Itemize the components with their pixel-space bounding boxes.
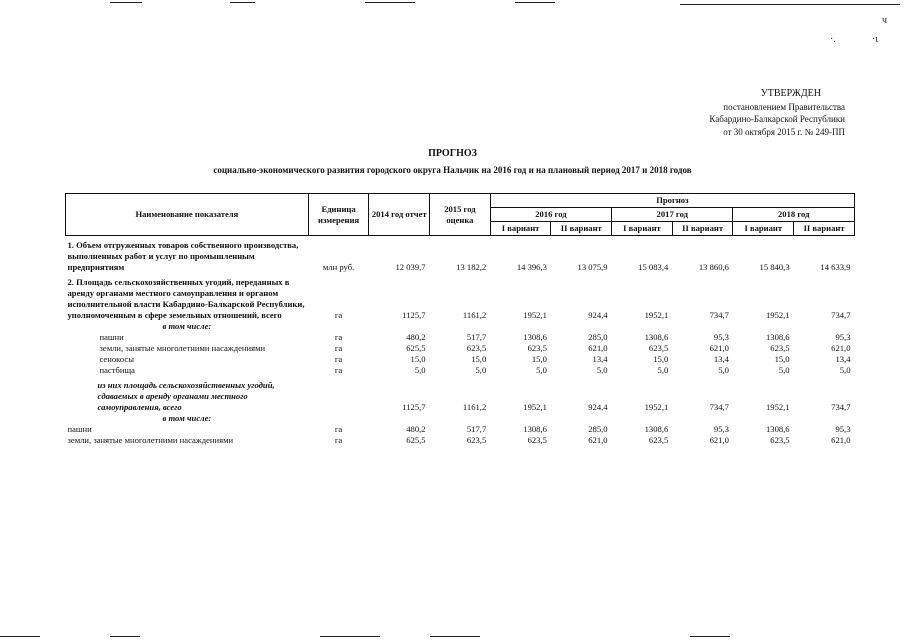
value-2016-v1: 1952,1	[523, 310, 547, 320]
value-2017-v1: 623,5	[648, 435, 669, 445]
row-label: в том числе:	[162, 413, 212, 423]
row-label: земли, занятые многолетними насаждениями	[67, 435, 234, 445]
scan-line-bottom-1	[0, 636, 40, 637]
scan-line-top-3	[365, 2, 415, 3]
header-year-2016: 2016 год	[490, 208, 611, 222]
value-2014: 1125,7	[402, 402, 426, 412]
row-label: 2. Площадь сельскохозяйственных угодий, переданных в аренду органами местного самоуправления и органом исполнительной власти Кабардино-Балкарской Республики, уполномоченным в сфере земельных отношений, всего	[67, 277, 305, 320]
value-2016-v1: 1952,1	[523, 402, 547, 412]
value-2014: 625,5	[406, 343, 426, 353]
row-unit: га	[334, 435, 343, 445]
value-2017-v1: 1308,6	[644, 332, 669, 342]
value-2016-v2: 13 075,9	[577, 262, 608, 272]
page-mark-c: ·ι	[872, 34, 879, 45]
value-2018-v2: 95,3	[835, 424, 851, 434]
value-2017-v2: 95,3	[713, 332, 729, 342]
scan-line-bottom-4	[430, 636, 480, 637]
approval-block	[620, 88, 845, 138]
table-row	[66, 435, 855, 446]
header-2018-variant-2: II вариант	[794, 222, 855, 236]
table-row	[66, 277, 855, 321]
value-2015: 15,0	[471, 354, 487, 364]
value-2014: 15,0	[410, 354, 426, 364]
header-2017-variant-2: II вариант	[672, 222, 733, 236]
row-label: пашни	[67, 424, 92, 434]
header-2014: 2014 год отчет	[369, 194, 430, 236]
value-2016-v2: 285,0	[588, 424, 608, 434]
table-row	[66, 365, 855, 376]
value-2018-v2: 734,7	[831, 310, 851, 320]
value-2015: 517,7	[466, 332, 487, 342]
value-2016-v1: 623,5	[527, 343, 547, 353]
empty-cells	[308, 321, 854, 332]
table-row	[66, 343, 855, 354]
value-2015: 5,0	[475, 365, 487, 375]
header-2015: 2015 год оценка	[430, 194, 491, 236]
scan-line-top-5	[680, 4, 900, 5]
value-2018-v1: 1308,6	[765, 332, 790, 342]
value-2015: 517,7	[466, 424, 487, 434]
scan-line-top-4	[515, 2, 555, 3]
row-label: пастбища	[99, 365, 135, 375]
row-label: пашни	[99, 332, 124, 342]
header-2017-variant-1: I вариант	[612, 222, 673, 236]
row-label: из них площадь сельскохозяйственных угодий, сдаваемых в аренду органами местного самоуправления, всего	[97, 380, 275, 412]
value-2015: 1161,2	[462, 310, 487, 320]
value-2016-v1: 14 396,3	[516, 262, 547, 272]
header-indicator: Наименование показателя	[66, 194, 309, 236]
row-unit: га	[334, 424, 343, 434]
value-2018-v1: 623,5	[770, 343, 790, 353]
approval-line-3: от 30 октября 2015 г. № 249-ПП	[723, 126, 845, 137]
approval-line-1: постановлением Правительства	[723, 101, 845, 112]
header-unit: Единица измерения	[308, 194, 369, 236]
row-unit: млн руб.	[322, 262, 355, 272]
value-2016-v1: 15,0	[531, 354, 547, 364]
value-2017-v2: 621,0	[709, 343, 729, 353]
value-2016-v1: 1308,6	[523, 332, 547, 342]
row-unit: га	[334, 354, 343, 364]
value-2016-v1: 5,0	[536, 365, 547, 375]
value-2018-v1: 1952,1	[765, 310, 790, 320]
value-2015: 623,5	[466, 435, 487, 445]
page-mark-b: ·.	[830, 34, 836, 45]
value-2018-v2: 13,4	[835, 354, 851, 364]
row-label: 1. Объем отгруженных товаров собственного производства, выполненных работ и услуг по промышленным предприятиям	[67, 240, 299, 272]
value-2016-v2: 13,4	[592, 354, 608, 364]
header-2016-variant-2: II вариант	[551, 222, 612, 236]
value-2018-v2: 621,0	[831, 435, 851, 445]
empty-cells	[308, 413, 854, 424]
scan-line-top-1	[110, 2, 142, 3]
value-2018-v1: 623,5	[770, 435, 790, 445]
scan-line-bottom-2	[110, 636, 140, 637]
value-2018-v1: 15 840,3	[759, 262, 790, 272]
document-subtitle: социально-экономического развития городского округа Нальчик на 2016 год и на плановый период 2017 и 2018 годов	[213, 165, 692, 175]
value-2018-v2: 95,3	[835, 332, 851, 342]
page-mark-a: ч	[882, 15, 888, 26]
table-row	[66, 424, 855, 435]
forecast-table	[65, 193, 855, 446]
table-row	[66, 354, 855, 365]
value-2014: 1125,7	[402, 310, 426, 320]
value-2015: 1161,2	[462, 402, 487, 412]
header-year-2017: 2017 год	[612, 208, 733, 222]
row-unit	[308, 380, 369, 413]
value-2017-v2: 95,3	[713, 424, 729, 434]
value-2017-v2: 734,7	[709, 310, 729, 320]
value-2018-v1: 5,0	[778, 365, 790, 375]
header-2016-variant-1: I вариант	[490, 222, 551, 236]
document-title: ПРОГНОЗ	[428, 148, 477, 159]
value-2017-v1: 1952,1	[644, 402, 669, 412]
value-2018-v2: 734,7	[831, 402, 851, 412]
value-2014: 5,0	[414, 365, 426, 375]
value-2014: 625,5	[406, 435, 426, 445]
value-2017-v2: 734,7	[709, 402, 729, 412]
table-row	[66, 321, 855, 332]
approval-line-2: Кабардино-Балкарской Республики	[709, 114, 845, 124]
value-2018-v2: 621,0	[831, 343, 851, 353]
header-year-2018: 2018 год	[733, 208, 855, 222]
table-row	[66, 380, 855, 413]
approval-heading: УТВЕРЖДЕН	[760, 88, 821, 99]
row-unit: га	[334, 365, 343, 375]
value-2018-v1: 1308,6	[765, 424, 790, 434]
table-row	[66, 240, 855, 273]
value-2017-v2: 13,4	[713, 354, 729, 364]
value-2016-v1: 1308,6	[523, 424, 547, 434]
value-2017-v2: 621,0	[709, 435, 729, 445]
value-2016-v2: 285,0	[588, 332, 608, 342]
row-label: в том числе:	[162, 321, 212, 331]
value-2016-v2: 924,4	[588, 402, 608, 412]
value-2018-v1: 1952,1	[765, 402, 790, 412]
value-2016-v2: 621,0	[588, 435, 608, 445]
value-2017-v1: 1308,6	[644, 424, 669, 434]
table-row	[66, 413, 855, 424]
value-2017-v1: 15,0	[653, 354, 669, 364]
value-2017-v1: 623,5	[648, 343, 669, 353]
value-2014: 12 039,7	[395, 262, 426, 272]
row-unit: га	[334, 343, 343, 353]
value-2014: 480,2	[406, 424, 426, 434]
row-label: сенокосы	[99, 354, 134, 364]
value-2015: 13 182,2	[456, 262, 487, 272]
value-2018-v2: 14 633,9	[820, 262, 851, 272]
value-2017-v2: 13 860,6	[698, 262, 729, 272]
header-2018-variant-1: I вариант	[733, 222, 794, 236]
scan-line-top-2	[230, 2, 255, 3]
value-2018-v1: 15,0	[774, 354, 790, 364]
scan-line-bottom-3	[320, 636, 380, 637]
value-2017-v1: 15 083,4	[638, 262, 669, 272]
row-label: земли, занятые многолетними насаждениями	[99, 343, 266, 353]
table-row	[66, 332, 855, 343]
value-2016-v2: 621,0	[588, 343, 608, 353]
value-2016-v1: 623,5	[527, 435, 547, 445]
value-2018-v2: 5,0	[839, 365, 851, 375]
value-2017-v2: 5,0	[718, 365, 729, 375]
value-2017-v1: 1952,1	[644, 310, 669, 320]
value-2016-v2: 5,0	[596, 365, 608, 375]
value-2014: 480,2	[406, 332, 426, 342]
value-2015: 623,5	[466, 343, 487, 353]
row-unit: га	[334, 310, 343, 320]
value-2016-v2: 924,4	[588, 310, 608, 320]
scan-line-bottom-5	[690, 636, 730, 637]
value-2017-v1: 5,0	[657, 365, 669, 375]
row-unit: га	[334, 332, 343, 342]
header-forecast: Прогноз	[490, 194, 854, 208]
